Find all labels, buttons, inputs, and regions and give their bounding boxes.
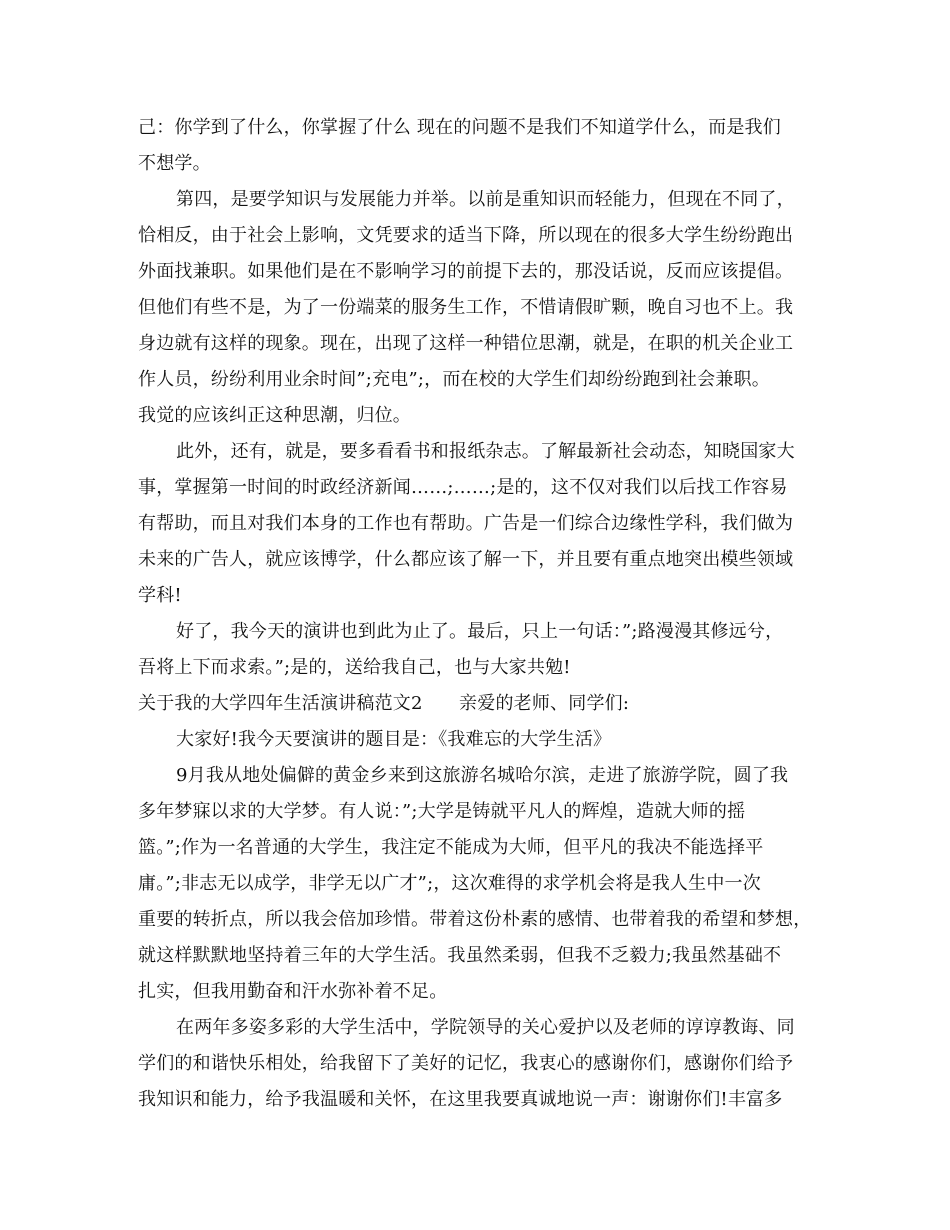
text-line: 但他们有些不是，为了一份端菜的服务生工作，不惜请假旷颗，晚自习也不上。我	[138, 297, 794, 318]
paragraph-start-line: 此外，还有，就是，要多看看书和报纸杂志。了解最新社会动态，知晓国家大	[176, 441, 795, 462]
text-line: 篮。”;作为一名普通的大学生，我注定不能成为大师，但平凡的我决不能选择平	[138, 837, 764, 858]
text-line: 外面找兼职。如果他们是在不影响学习的前提下去的，那没话说，反而应该提倡。	[138, 261, 794, 282]
paragraph-start-line: 大家好!我今天要演讲的题目是：《我难忘的大学生活》	[176, 729, 612, 750]
text-line: 学们的和谐快乐相处，给我留下了美好的记忆，我衷心的感谢你们，感谢你们给予	[138, 1053, 794, 1074]
text-line: 己：你学到了什么，你掌握了什么 现在的问题不是我们不知道学什么，而是我们	[138, 117, 781, 138]
text-line: 作人员，纷纷利用业余时间”;充电”;，而在校的大学生们却纷纷跑到社会兼职。	[138, 369, 770, 390]
text-line: 重要的转折点，所以我会倍加珍惜。带着这份朴素的感情、也带着我的希望和梦想，	[138, 909, 812, 930]
text-line: 身边就有这样的现象。现在，出现了这样一种错位思潮，就是，在职的机关企业工	[138, 333, 794, 354]
paragraph-start-line: 在两年多姿多彩的大学生活中，学院领导的关心爱护以及老师的谆谆教诲、同	[176, 1017, 795, 1038]
text-line: 事，掌握第一时间的时政经济新闻……;……;是的，这不仅对我们以后找工作容易	[138, 477, 788, 498]
paragraph-start-line: 好了，我今天的演讲也到此为止了。最后，只上一句话：”;路漫漫其修远兮，	[176, 621, 784, 642]
text-line: 不想学。	[138, 153, 211, 174]
text-line: 未来的广告人，就应该博学，什么都应该了解一下，并且要有重点地突出模些领域	[138, 549, 794, 570]
text-line: 扎实，但我用勤奋和汗水弥补着不足。	[138, 981, 448, 1002]
section-heading-line: 关于我的大学四年生活演讲稿范文2 亲爱的老师、同学们:	[138, 693, 630, 714]
text-line: 有帮助，而且对我们本身的工作也有帮助。广告是一们综合边缘性学科，我们做为	[138, 513, 794, 534]
text-line: 学科!	[138, 585, 182, 606]
document-body	[138, 110, 828, 1118]
paragraph-start-line: 9月我从地处偏僻的黄金乡来到这旅游名城哈尔滨，走进了旅游学院，圆了我	[176, 765, 789, 786]
text-line: 多年梦寐以求的大学梦。有人说：”;大学是铸就平凡人的辉煌，造就大师的摇	[138, 801, 746, 822]
text-line: 恰相反，由于社会上影响，文凭要求的适当下降，所以现在的很多大学生纷纷跑出	[138, 225, 794, 246]
text-line: 庸。”;非志无以成学，非学无以广才”;，这次难得的求学机会将是我人生中一次	[138, 873, 761, 894]
paragraph-start-line: 第四，是要学知识与发展能力并举。以前是重知识而轻能力，但现在不同了，	[176, 189, 795, 210]
text-line: 我觉的应该纠正这种思潮，归位。	[138, 405, 411, 426]
text-line: 我知识和能力，给予我温暖和关怀，在这里我要真诚地说一声：谢谢你们!丰富多	[138, 1089, 783, 1110]
text-line: 吾将上下而求索。”;是的，送给我自己，也与大家共勉!	[138, 657, 571, 678]
text-line: 就这样默默地坚持着三年的大学生活。我虽然柔弱，但我不乏毅力;我虽然基础不	[138, 945, 782, 966]
